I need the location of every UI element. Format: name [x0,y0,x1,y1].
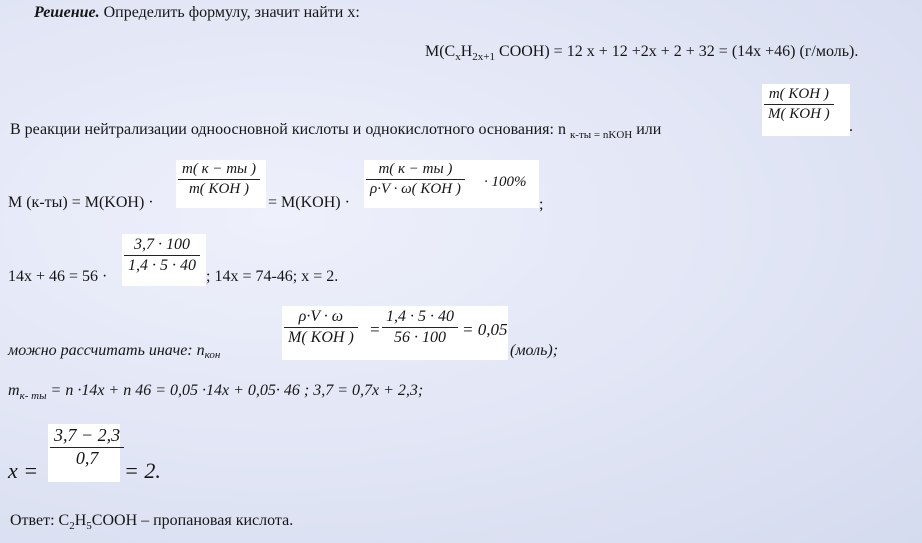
answer-line: Ответ: $C_2H_5COOH$ – пропановая кислота. [10,512,294,532]
eq1-percent: · 100% [484,174,527,190]
solution-text: Определить формулу, значит найти х: [103,4,360,21]
fraction-koh: m( KOH ) M( KOH ) [764,86,834,122]
eq5-fraction: 3,7 − 2,3 0,7 [50,426,124,469]
eq4-line: $m_{к- ты} = n \cdot 14x + n$ 46 = 0,05 ·14x + 0,05· 46 ; 3,7 = 0,7x + 2,3; [8,382,424,402]
solution-line [34,4,360,22]
reaction-line: В реакции нейтрализации одноосновной кислоты и однокислотного основания: n $_{к-ты = nKOH}$ или [10,121,662,141]
eq2-fraction: 3,7 · 100 1,4 · 5 · 40 [124,236,200,274]
fraction-period: . [849,118,853,135]
eq1-lhs: M (к-ты) = M(KOH) · [8,194,154,211]
eq1-mid: = M(KOH) · [268,194,350,211]
eq1-end: ; [539,196,544,213]
eq3-unit: (моль); [510,342,559,359]
eq3-result: = 0,05 [462,320,508,339]
eq2-lhs: 14x + 46 = 56 · [8,268,108,285]
eq2-rhs: ; 14x = 74-46; x = 2. [206,268,339,285]
solution-label: Решение. [34,4,100,21]
molar-mass-formula: $M(C_xH_{2x+1}$ COOH) = 12 x + 12 +2x + 2 + 32 = (14x +46) (г/моль). [425,43,859,63]
eq3-label: можно рассчитать иначе: nкон [8,342,221,361]
eq3-equals: = [369,320,381,339]
eq3-fraction-1: ρ·V · ω M( KOH ) [284,308,358,346]
eq5-lhs: x = [8,458,39,483]
eq5-rhs: = 2. [124,458,161,483]
eq1-fraction-1: m( к − ты ) m( KOH ) [178,161,260,197]
eq3-fraction-2: 1,4 · 5 · 40 56 · 100 [382,308,458,346]
eq1-fraction-2: m( к − ты ) ρ·V · ω( KOH ) [366,161,465,197]
